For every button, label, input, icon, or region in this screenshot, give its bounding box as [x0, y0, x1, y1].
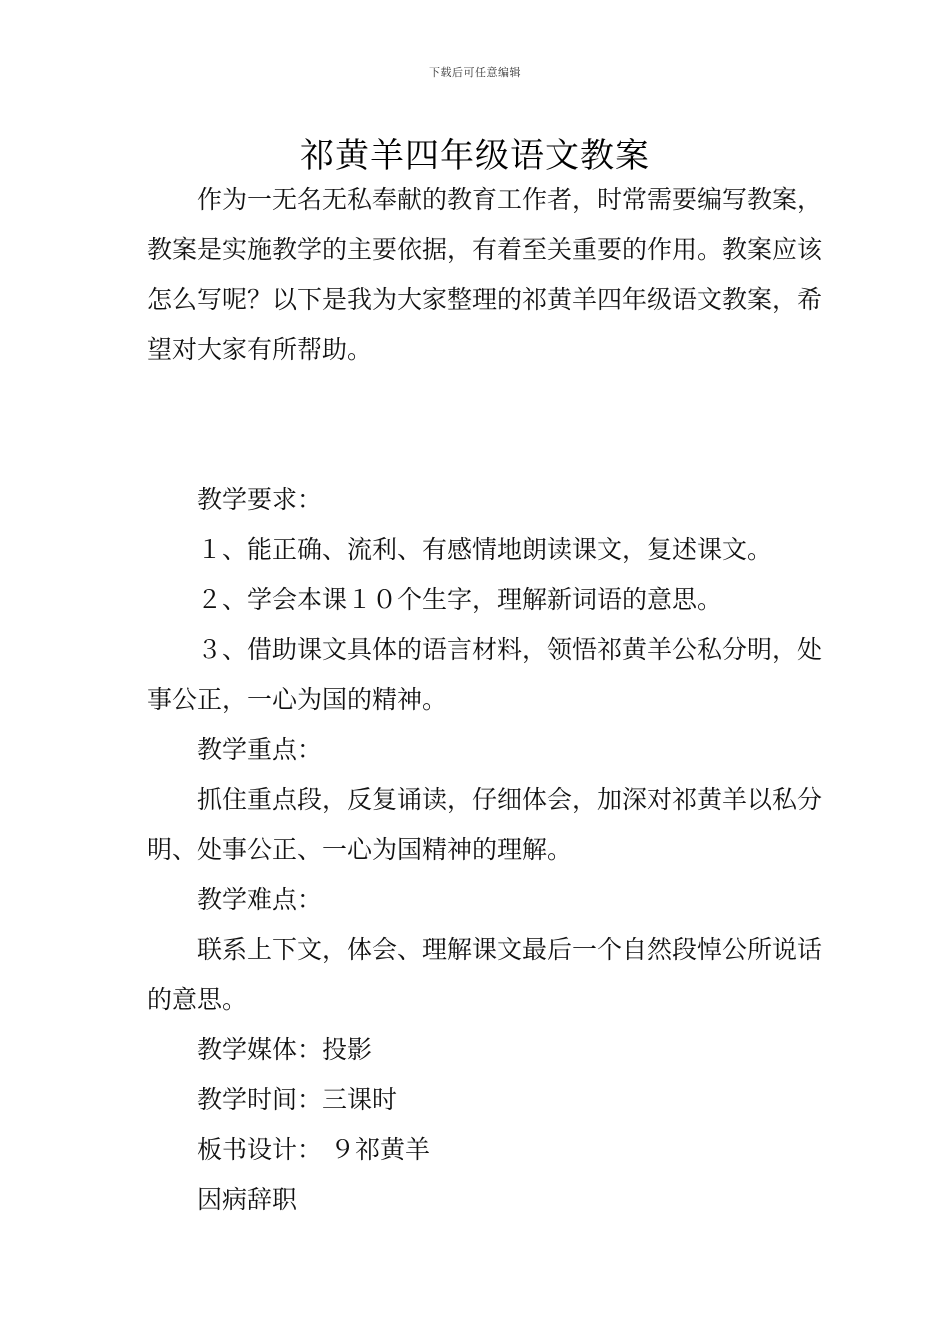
board-design: 板书设计： ９祁黄羊 [197, 1135, 430, 1164]
requirement-item-3: ３、借助课文具体的语言材料，领悟祁黄羊公私分明，处事公正，一心为国的精神。 [147, 635, 823, 714]
blank-space [147, 375, 827, 475]
section-heading-difficulties: 教学难点： [197, 885, 323, 914]
section-heading-key-points: 教学重点： [197, 735, 323, 764]
document-title: 祁黄羊四年级语文教案 [300, 136, 650, 176]
intro-paragraph: 作为一无名无私奉献的教育工作者，时常需要编写教案，教案是实施教学的主要依据，有着至关重要的作用。教案应该怎么写呢？以下是我为大家整理的祁黄羊四年级语文教案，希望对大家有所帮助。 [147, 185, 823, 364]
page-header: 下载后可任意编辑 [429, 66, 521, 79]
document-body [147, 175, 827, 1225]
board-design-line: 因病辞职 [197, 1185, 298, 1214]
teaching-media: 教学媒体：投影 [197, 1035, 373, 1064]
difficulties-text: 联系上下文，体会、理解课文最后一个自然段悼公所说话的意思。 [147, 935, 823, 1014]
requirement-item-1: １、能正确、流利、有感情地朗读课文，复述课文。 [197, 535, 773, 564]
key-points-text: 抓住重点段，反复诵读，仔细体会，加深对祁黄羊以私分明、处事公正、一心为国精神的理解。 [147, 785, 823, 864]
requirement-item-2: ２、学会本课１０个生字，理解新词语的意思。 [197, 585, 723, 614]
teaching-time: 教学时间：三课时 [197, 1085, 398, 1114]
section-heading-requirements: 教学要求： [197, 485, 323, 514]
